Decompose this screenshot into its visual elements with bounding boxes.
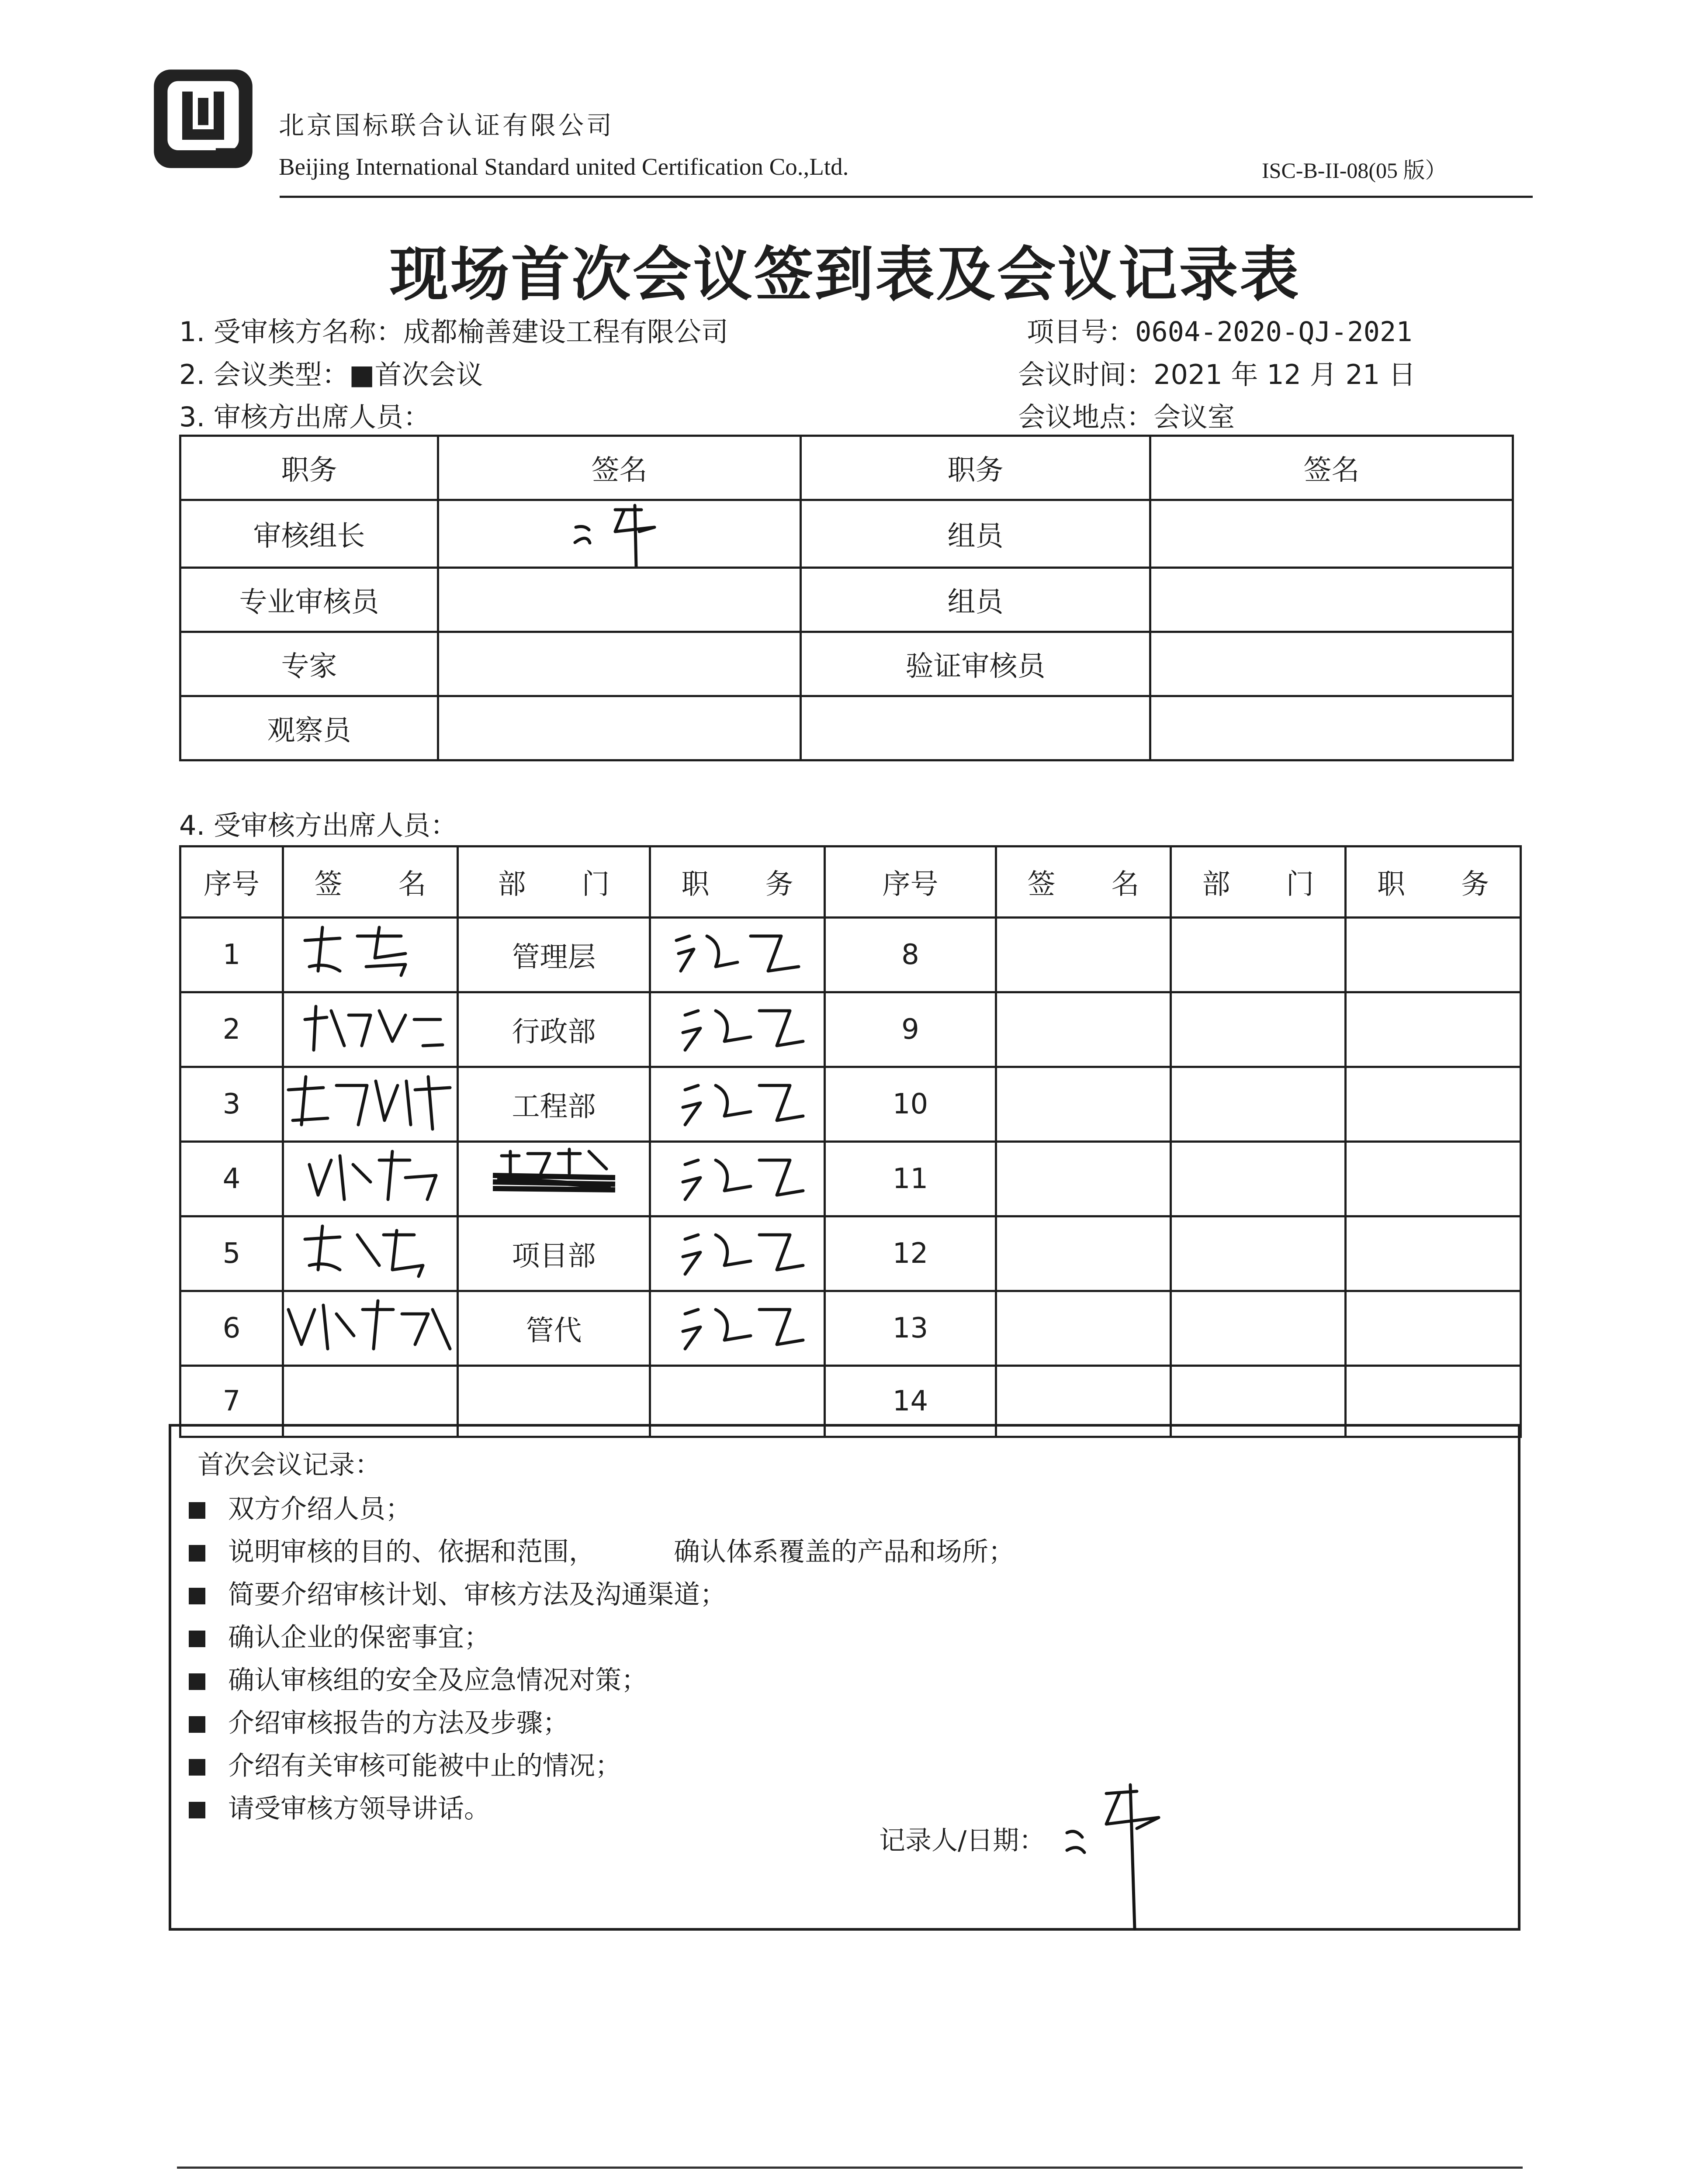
list-item [189,1659,1015,1702]
auditee-name-line [179,310,728,349]
row-number: 7 [180,1366,283,1437]
signature-cell [283,1142,458,1216]
role-cell [801,696,1150,760]
square-bullet-icon [189,1631,205,1647]
note-text: 说明审核的目的、依据和范围， [228,1537,595,1567]
project-label: 项目号： [1027,316,1136,348]
auditor-attendees-label: 3. 审核方出席人员： [179,401,430,433]
department-cell: 行政部 [458,992,650,1067]
signature-cell [283,1067,458,1142]
signature-cell [438,568,801,632]
note-text: 请受审核方领导讲话。 [228,1794,490,1824]
meeting-location-line [1018,395,1235,434]
meeting-type-value: ■首次会议 [349,359,483,390]
notes-title: 首次会议记录： [197,1450,381,1480]
auditor-attendance-table [179,435,1514,761]
meeting-location-label: 会议地点： [1018,401,1154,433]
position-cell [650,1067,825,1142]
note-text: 介绍审核报告的方法及步骤； [228,1708,569,1738]
role-cell: 验证审核员 [801,632,1150,696]
signature-cell [996,1067,1171,1142]
recorder-label: 记录人/日期： [879,1825,1046,1856]
handwritten-signature [284,1292,458,1358]
table-row [180,696,1513,760]
project-value: 0604-2020-QJ-2021 [1135,316,1413,348]
signature-cell [1150,696,1513,760]
department-cell: 管理层 [458,918,650,992]
department-cell [1171,1067,1346,1142]
signature-cell [283,918,458,992]
project-number-line [1027,310,1413,349]
handwritten-signature [659,919,816,984]
signature-cell [996,1142,1171,1216]
footer-divider [177,2167,1523,2169]
role-cell: 组员 [801,568,1150,632]
table-row [180,1067,1521,1142]
row-number: 6 [180,1291,283,1366]
square-bullet-icon [189,1588,205,1604]
handwritten-signature [659,993,816,1059]
table-row [180,500,1513,568]
row-number: 10 [825,1067,996,1142]
row-number: 12 [825,1216,996,1291]
position-cell [650,1216,825,1291]
header-position: 职 务 [1346,847,1521,918]
square-bullet-icon [189,1673,205,1690]
table-header-row [180,847,1521,918]
company-name-en: Beijing International Standard united Certification Co.,Ltd. [279,153,849,180]
role-cell: 观察员 [180,696,438,760]
position-cell [650,918,825,992]
department-cell [1171,1216,1346,1291]
table-header-row [180,436,1513,500]
auditee-label: 1. 受审核方名称： [179,316,403,348]
row-number: 9 [825,992,996,1067]
signature-cell [996,1216,1171,1291]
list-item [189,1573,1015,1616]
recorder-signature [1058,1767,1189,1933]
meeting-type-label: 2. 会议类型： [179,359,349,390]
note-text: 介绍有关审核可能被中止的情况； [228,1751,621,1781]
table-row [180,1142,1521,1216]
position-cell [1346,1142,1521,1216]
signature-cell [1150,500,1513,568]
square-bullet-icon [189,1802,205,1818]
note-text: 确认企业的保密事宜； [228,1622,490,1653]
table-row [180,632,1513,696]
meeting-time-value: 2021 年 12 月 21 日 [1153,359,1416,390]
header-role: 职务 [801,436,1150,500]
department-cell [1171,1142,1346,1216]
signature-cell [1150,632,1513,696]
signature-cell [996,1291,1171,1366]
auditee-attendees-label: 4. 受审核方出席人员： [179,809,457,841]
list-item [189,1616,1015,1659]
note-text: 确认审核组的安全及应急情况对策； [228,1665,648,1696]
position-cell [1346,1291,1521,1366]
handwritten-signature [292,993,449,1059]
notes-list [189,1488,1015,1830]
list-item [189,1745,1015,1787]
department-cell [1171,992,1346,1067]
position-cell [650,1142,825,1216]
signature-cell [438,500,801,568]
department-cell [458,1142,650,1216]
row-number: 3 [180,1067,283,1142]
signature-cell [996,992,1171,1067]
row-number: 14 [825,1366,996,1437]
signature-cell [283,1216,458,1291]
table-row [180,918,1521,992]
header-signature: 签名 [1150,436,1513,500]
square-bullet-icon [189,1545,205,1562]
position-cell [650,1291,825,1366]
header-position: 职 务 [650,847,825,918]
company-logo [151,66,256,171]
position-cell [1346,1067,1521,1142]
header-number: 序号 [180,847,283,918]
company-name-cn: 北京国标联合认证有限公司 [279,111,615,140]
handwritten-signature [550,501,689,567]
signature-cell [283,1291,458,1366]
position-cell [650,992,825,1067]
meeting-location-value: 会议室 [1153,401,1235,433]
handwritten-signature [659,1143,816,1208]
header-signature: 签名 [438,436,801,500]
handwritten-signature [292,1143,449,1208]
handwritten-signature [284,1068,458,1133]
position-cell [1346,1216,1521,1291]
role-cell: 审核组长 [180,500,438,568]
department-cell [1171,918,1346,992]
position-cell [1346,918,1521,992]
row-number: 11 [825,1142,996,1216]
meeting-type-line [179,353,483,392]
list-item [189,1702,1015,1745]
header-department: 部 门 [458,847,650,918]
meeting-time-line [1018,353,1416,392]
table-row [180,1291,1521,1366]
note-text: 简要介绍审核计划、审核方法及沟通渠道； [228,1579,726,1610]
signature-cell [438,696,801,760]
role-cell: 专家 [180,632,438,696]
table-row [180,992,1521,1067]
note-text: 确认体系覆盖的产品和场所； [674,1537,1015,1567]
document-code: ISC-B-II-08(05 版） [1262,158,1447,183]
signature-cell [438,632,801,696]
handwritten-signature [292,919,449,984]
department-cell [1171,1291,1346,1366]
department-cell: 项目部 [458,1216,650,1291]
row-number: 4 [180,1142,283,1216]
document-title: 现场首次会议签到表及会议记录表 [389,240,1301,309]
signature-cell [283,992,458,1067]
handwritten-signature [659,1217,816,1283]
row-number: 2 [180,992,283,1067]
row-number: 13 [825,1291,996,1366]
list-item [189,1531,1015,1573]
table-row [180,568,1513,632]
row-number: 1 [180,918,283,992]
handwritten-signature [659,1292,816,1358]
header-divider [280,196,1533,198]
note-text: 双方介绍人员； [228,1494,412,1524]
row-number: 8 [825,918,996,992]
header-role: 职务 [180,436,438,500]
list-item [189,1488,1015,1531]
header-department: 部 门 [1171,847,1346,918]
meeting-time-label: 会议时间： [1018,359,1154,390]
square-bullet-icon [189,1716,205,1733]
header-signature: 签 名 [283,847,458,918]
role-cell: 专业审核员 [180,568,438,632]
department-cell: 工程部 [458,1067,650,1142]
handwritten-signature [292,1217,449,1283]
auditee-attendance-table [179,845,1522,1438]
table-row [180,1216,1521,1291]
handwritten-signature [659,1068,816,1133]
auditee-value: 成都榆善建设工程有限公司 [403,316,728,348]
header-number: 序号 [825,847,996,918]
meeting-notes-box [169,1424,1520,1931]
crossed-out-handwriting [467,1143,641,1208]
department-cell: 管代 [458,1291,650,1366]
header-signature: 签 名 [996,847,1171,918]
row-number: 5 [180,1216,283,1291]
square-bullet-icon [189,1759,205,1776]
role-cell: 组员 [801,500,1150,568]
signature-cell [996,918,1171,992]
position-cell [1346,992,1521,1067]
signature-cell [1150,568,1513,632]
square-bullet-icon [189,1502,205,1519]
